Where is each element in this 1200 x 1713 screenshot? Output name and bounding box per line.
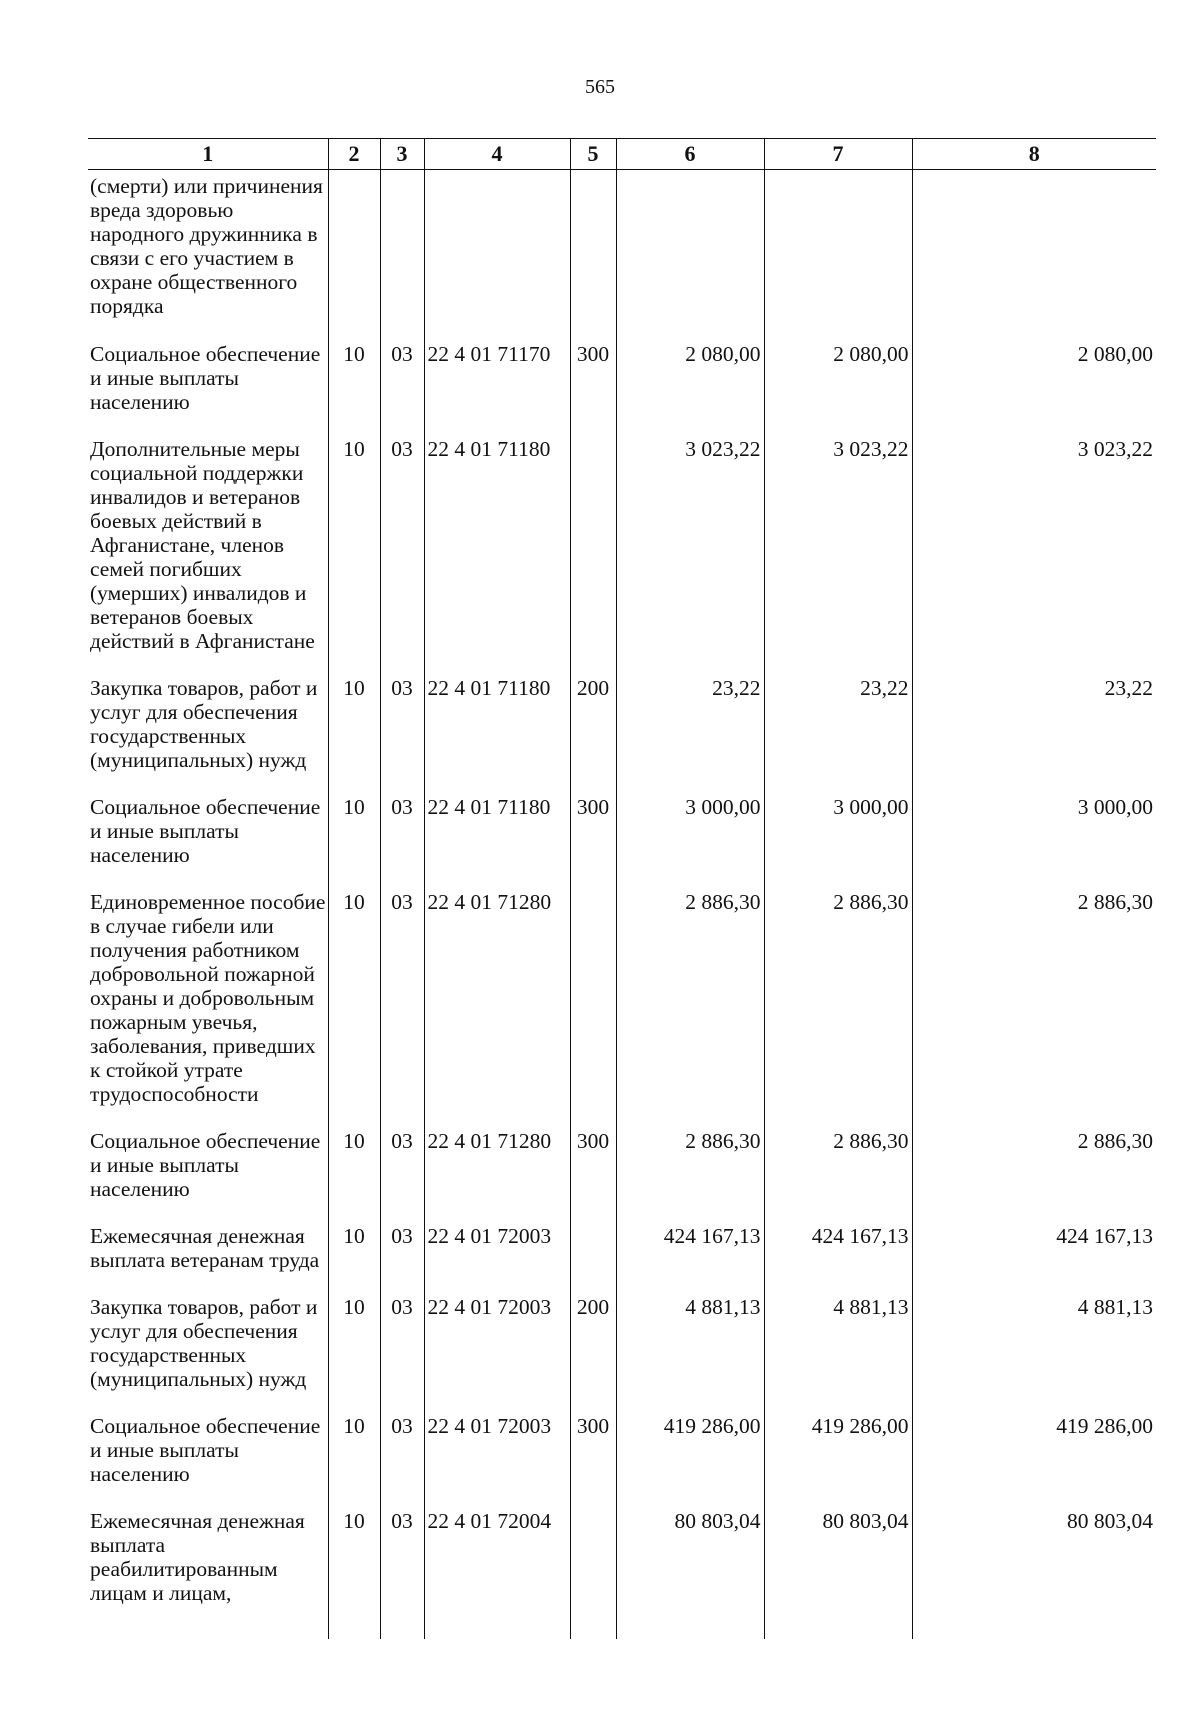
amount-col6: 80 803,04 [616, 1499, 764, 1639]
amount-col7: 80 803,04 [764, 1499, 912, 1639]
amount-col7: 2 080,00 [764, 332, 912, 427]
section-code: 10 [328, 1499, 380, 1639]
table-row [88, 332, 1156, 427]
row-name: Ежемесячная денежная выплата реабилитированным лицам и лицам, [90, 1509, 305, 1605]
expense-type [570, 880, 616, 1119]
expense-type [570, 170, 616, 333]
row-name: Социальное обеспечение и иные выплаты населению [90, 342, 321, 414]
amount-col8 [912, 170, 1156, 333]
target-article: 22 4 01 72004 [424, 1499, 570, 1639]
budget-table [88, 138, 1156, 1639]
subsection-code: 03 [380, 1119, 424, 1214]
section-code: 10 [328, 666, 380, 785]
subsection-code: 03 [380, 1214, 424, 1285]
amount-col7: 419 286,00 [764, 1404, 912, 1499]
amount-col8: 424 167,13 [912, 1214, 1156, 1285]
amount-col6: 4 881,13 [616, 1285, 764, 1404]
section-code [328, 170, 380, 333]
expense-type: 300 [570, 1404, 616, 1499]
header-cell: 7 [764, 139, 912, 170]
table-row [88, 427, 1156, 666]
row-name: Социальное обеспечение и иные выплаты населению [90, 795, 321, 867]
amount-col6: 23,22 [616, 666, 764, 785]
expense-type: 300 [570, 785, 616, 880]
amount-col7: 3 000,00 [764, 785, 912, 880]
subsection-code: 03 [380, 332, 424, 427]
amount-col8: 3 023,22 [912, 427, 1156, 666]
target-article: 22 4 01 72003 [424, 1214, 570, 1285]
table-row [88, 880, 1156, 1119]
amount-col6: 2 080,00 [616, 332, 764, 427]
subsection-code [380, 170, 424, 333]
expense-type: 300 [570, 332, 616, 427]
subsection-code: 03 [380, 427, 424, 666]
amount-col6: 2 886,30 [616, 880, 764, 1119]
amount-col6: 424 167,13 [616, 1214, 764, 1285]
table-row [88, 1214, 1156, 1285]
amount-col6: 2 886,30 [616, 1119, 764, 1214]
amount-col6: 3 000,00 [616, 785, 764, 880]
expense-type: 200 [570, 1285, 616, 1404]
amount-col7: 23,22 [764, 666, 912, 785]
section-code: 10 [328, 332, 380, 427]
row-name: Закупка товаров, работ и услуг для обеспечения государственных (муниципальных) нужд [90, 676, 318, 772]
amount-col8: 23,22 [912, 666, 1156, 785]
table-row [88, 1499, 1156, 1639]
expense-type [570, 1499, 616, 1639]
row-name: (смерти) или причинения вреда здоровью народного дружинника в связи с его участием в охране общественного порядка [90, 174, 323, 318]
amount-col7: 2 886,30 [764, 880, 912, 1119]
subsection-code: 03 [380, 666, 424, 785]
target-article: 22 4 01 72003 [424, 1404, 570, 1499]
amount-col6: 419 286,00 [616, 1404, 764, 1499]
expense-type [570, 427, 616, 666]
table-row [88, 1119, 1156, 1214]
expense-type [570, 1214, 616, 1285]
header-cell: 8 [912, 139, 1156, 170]
section-code: 10 [328, 785, 380, 880]
page-number: 565 [585, 76, 615, 98]
section-code: 10 [328, 427, 380, 666]
table-header-row [88, 139, 1156, 170]
target-article: 22 4 01 71280 [424, 1119, 570, 1214]
amount-col7: 424 167,13 [764, 1214, 912, 1285]
subsection-code: 03 [380, 1499, 424, 1639]
amount-col7: 2 886,30 [764, 1119, 912, 1214]
header-cell: 4 [424, 139, 570, 170]
amount-col6: 3 023,22 [616, 427, 764, 666]
target-article: 22 4 01 72003 [424, 1285, 570, 1404]
table-row [88, 1404, 1156, 1499]
amount-col7: 3 023,22 [764, 427, 912, 666]
header-cell: 6 [616, 139, 764, 170]
section-code: 10 [328, 1404, 380, 1499]
section-code: 10 [328, 1119, 380, 1214]
header-cell: 3 [380, 139, 424, 170]
row-name: Ежемесячная денежная выплата ветеранам труда [90, 1224, 320, 1272]
header-cell: 1 [88, 139, 328, 170]
subsection-code: 03 [380, 785, 424, 880]
amount-col8: 2 886,30 [912, 1119, 1156, 1214]
table-row [88, 1285, 1156, 1404]
row-name: Социальное обеспечение и иные выплаты населению [90, 1414, 321, 1486]
amount-col8: 2 886,30 [912, 880, 1156, 1119]
row-name: Закупка товаров, работ и услуг для обеспечения государственных (муниципальных) нужд [90, 1295, 318, 1391]
target-article: 22 4 01 71180 [424, 427, 570, 666]
row-name: Социальное обеспечение и иные выплаты населению [90, 1129, 321, 1201]
amount-col8: 419 286,00 [912, 1404, 1156, 1499]
header-cell: 5 [570, 139, 616, 170]
subsection-code: 03 [380, 1285, 424, 1404]
expense-type: 300 [570, 1119, 616, 1214]
target-article: 22 4 01 71280 [424, 880, 570, 1119]
row-name: Дополнительные меры социальной поддержки инвалидов и ветеранов боевых действий в Афганистане, членов семей погибших (умерших) инвалидов и ветеранов боевых действий в Афганистане [90, 437, 315, 653]
amount-col8: 2 080,00 [912, 332, 1156, 427]
amount-col6 [616, 170, 764, 333]
section-code: 10 [328, 1285, 380, 1404]
row-name: Единовременное пособие в случае гибели или получения работником добровольной пожарной охраны и добровольным пожарным увечья, заболевания, приведших к стойкой утрате трудоспособности [90, 890, 326, 1106]
target-article: 22 4 01 71180 [424, 666, 570, 785]
target-article: 22 4 01 71180 [424, 785, 570, 880]
target-article: 22 4 01 71170 [424, 332, 570, 427]
target-article [424, 170, 570, 333]
amount-col8: 4 881,13 [912, 1285, 1156, 1404]
section-code: 10 [328, 1214, 380, 1285]
table-row [88, 785, 1156, 880]
table-row [88, 666, 1156, 785]
header-cell: 2 [328, 139, 380, 170]
expense-type: 200 [570, 666, 616, 785]
subsection-code: 03 [380, 1404, 424, 1499]
amount-col8: 80 803,04 [912, 1499, 1156, 1639]
subsection-code: 03 [380, 880, 424, 1119]
table-row [88, 170, 1156, 333]
amount-col7 [764, 170, 912, 333]
amount-col7: 4 881,13 [764, 1285, 912, 1404]
amount-col8: 3 000,00 [912, 785, 1156, 880]
section-code: 10 [328, 880, 380, 1119]
